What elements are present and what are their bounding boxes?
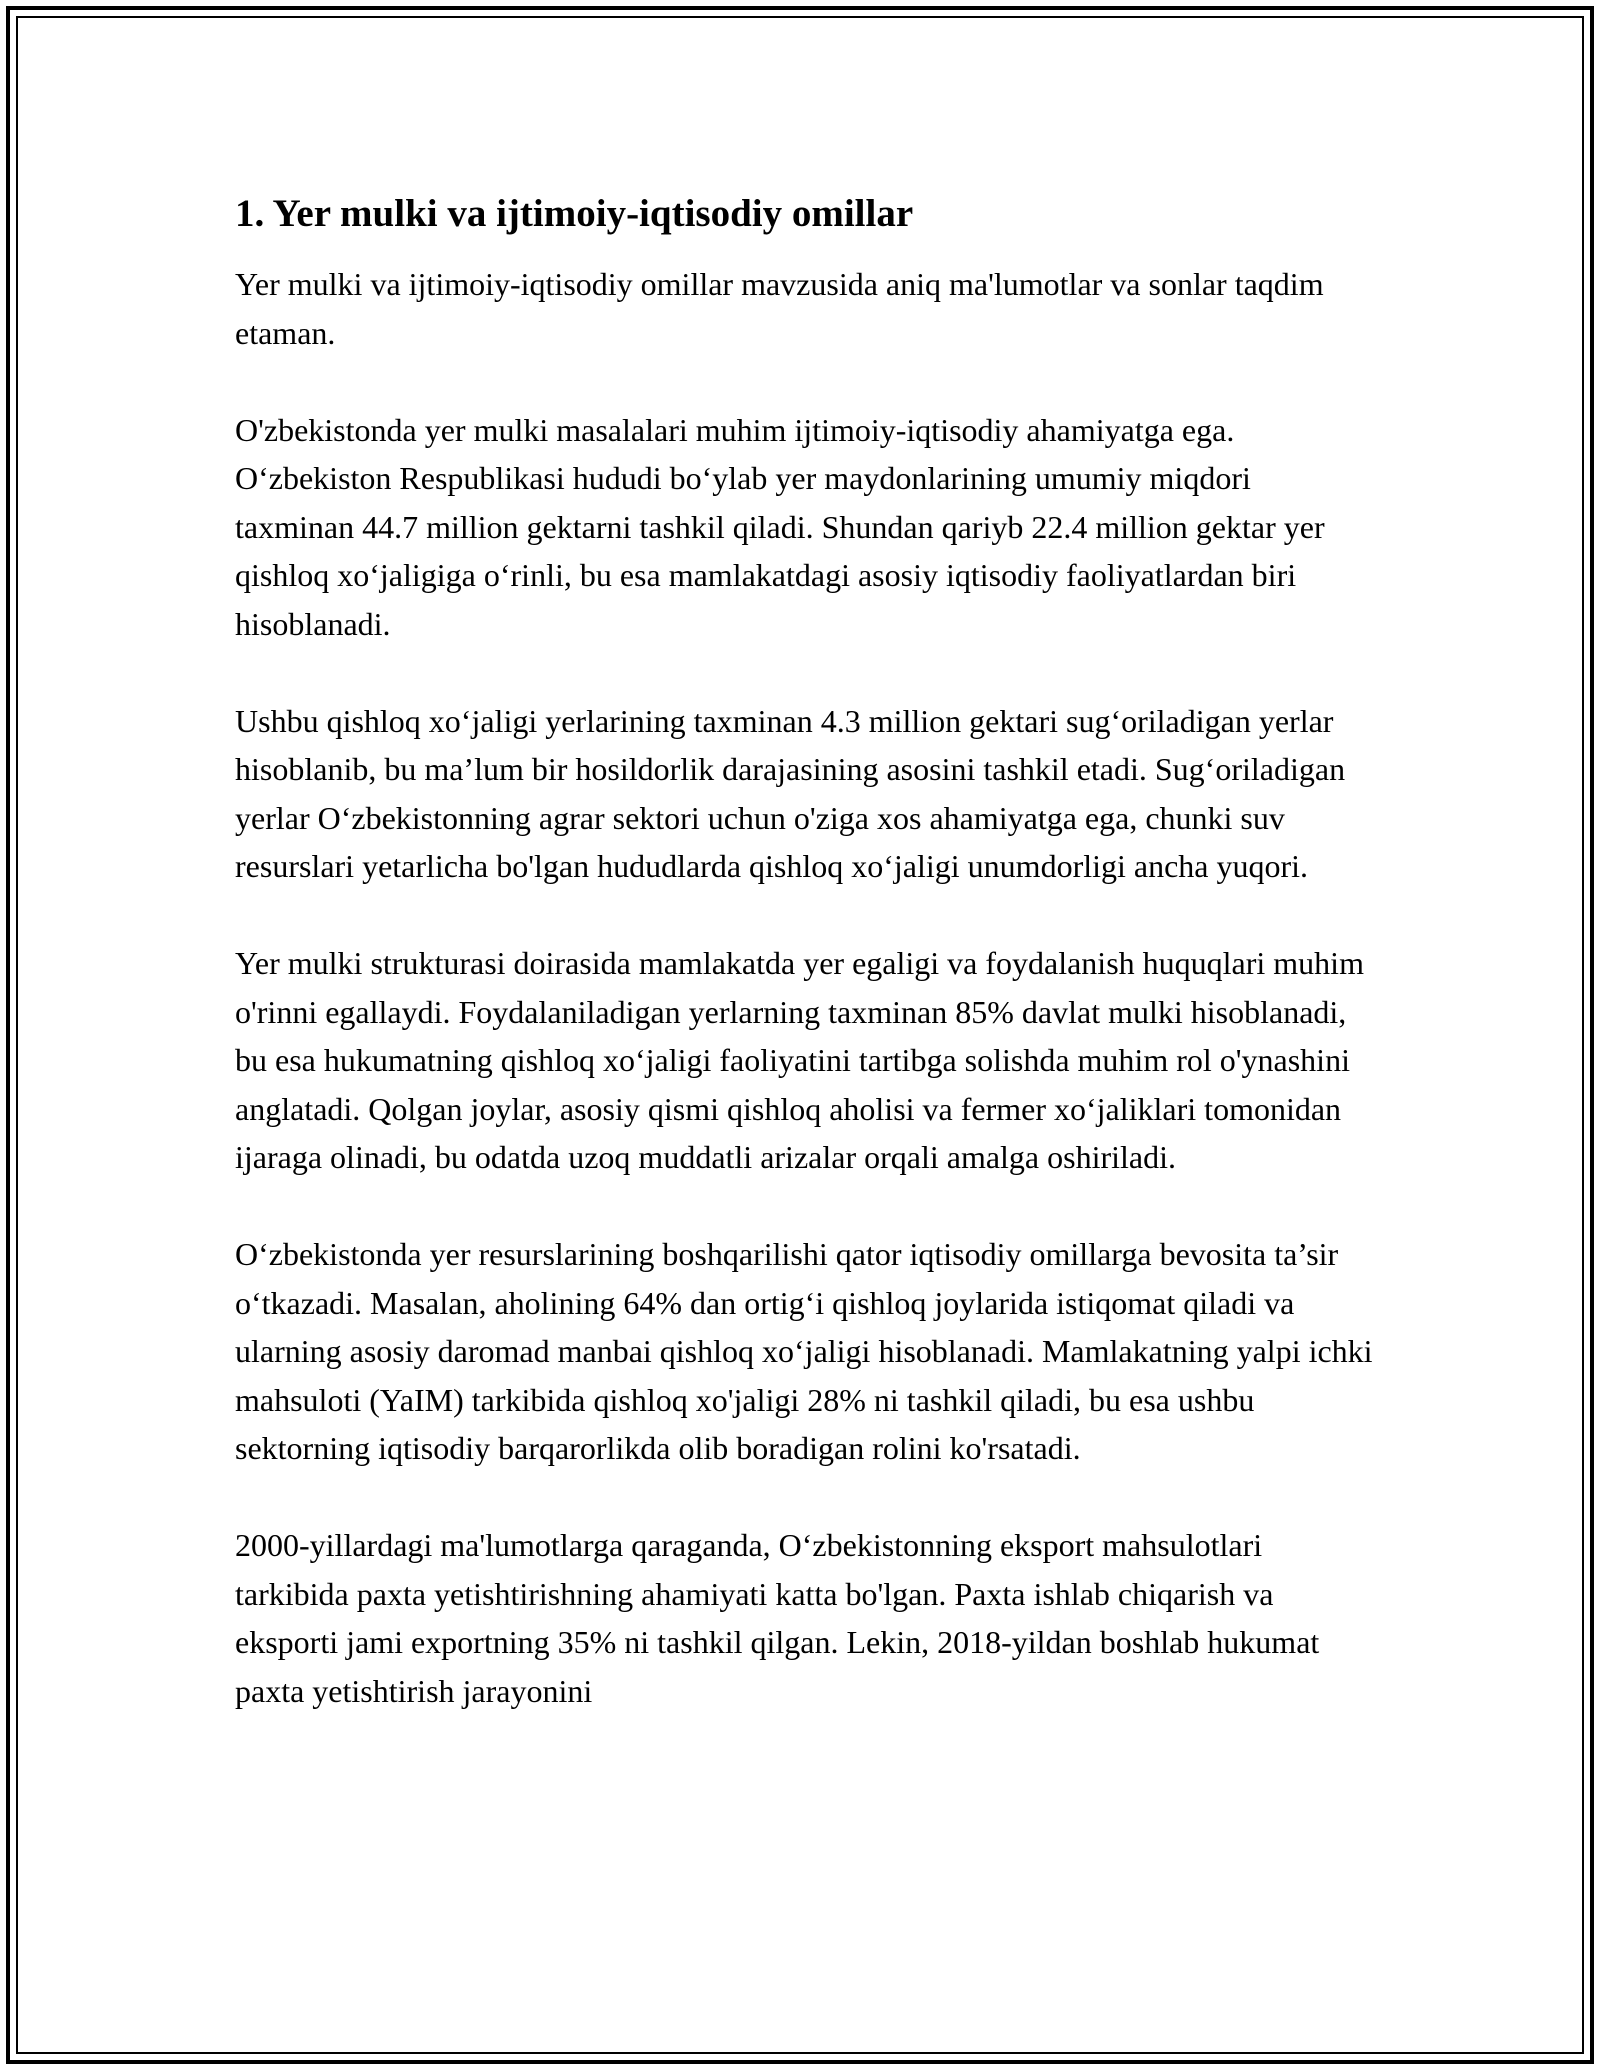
document-body <box>235 180 1375 1715</box>
section-heading: 1. Yer mulki va ijtimoiy-iqtisodiy omillar <box>235 192 914 235</box>
paragraph-land-area: O'zbekistonda yer mulki masalalari muhim ijtimoiy-iqtisodiy ahamiyatga ega. O‘zbekiston Respublikasi hududi bo‘ylab yer maydonlarining umumiy miqdori taxminan 44.7 million gektarni tashkil qiladi. Shundan qariyb 22.4 million gektar yer qishloq xo‘jaligiga o‘rinli, bu esa mamlakatdagi asosiy iqtisodiy faoliyatlardan biri hisoblanadi. <box>235 411 1325 642</box>
paragraph-irrigated-land: Ushbu qishloq xo‘jaligi yerlarining taxminan 4.3 million gektari sug‘oriladigan yerlar hisoblanib, bu ma’lum bir hosildorlik darajasining asosini tashkil etadi. Sug‘oriladigan yerlar O‘zbekistonning agrar sektori uchun o'ziga xos ahamiyatga ega, chunki suv resurslari yetarlicha bo'lgan hududlarda qishloq xo‘jaligi unumdorligi ancha yuqori. <box>235 702 1346 884</box>
paragraph-intro: Yer mulki va ijtimoiy-iqtisodiy omillar mavzusida aniq ma'lumotlar va sonlar taqdim etaman. <box>235 266 1324 351</box>
paragraph-economic-factors: O‘zbekistonda yer resurslarining boshqarilishi qator iqtisodiy omillarga bevosita ta’sir o‘tkazadi. Masalan, aholining 64% dan ortig‘i qishloq joylarida istiqomat qiladi va ularning asosiy daromad manbai qishloq xo‘jaligi hisoblanadi. Mamlakatning yalpi ichki mahsuloti (YaIM) tarkibida qishloq xo'jaligi 28% ni tashkil qiladi, bu esa ushbu sektorning iqtisodiy barqarorlikda olib boradigan rolini ko'rsatadi. <box>235 1236 1373 1466</box>
paragraph-land-ownership: Yer mulki strukturasi doirasida mamlakatda yer egaligi va foydalanish huquqlari muhim o'rinni egallaydi. Foydalaniladigan yerlarning taxminan 85% davlat mulki hisoblanadi, bu esa hukumatning qishloq xo‘jaligi faoliyatini tartibga solishda muhim rol o'ynashini anglatadi. Qolgan joylar, asosiy qismi qishloq aholisi va fermer xo‘jaliklari tomonidan ijaraga olinadi, bu odatda uzoq muddatli arizalar orqali amalga oshiriladi. <box>235 945 1364 1175</box>
paragraph-cotton-export: 2000-yillardagi ma'lumotlarga qaraganda, O‘zbekistonning eksport mahsulotlari tarkibida paxta yetishtirishning ahamiyati katta bo'lgan. Paxta ishlab chiqarish va eksporti jami exportning 35% ni tashkil qilgan. Lekin, 2018-yildan boshlab hukumat paxta yetishtirish jarayonini <box>235 1527 1320 1709</box>
